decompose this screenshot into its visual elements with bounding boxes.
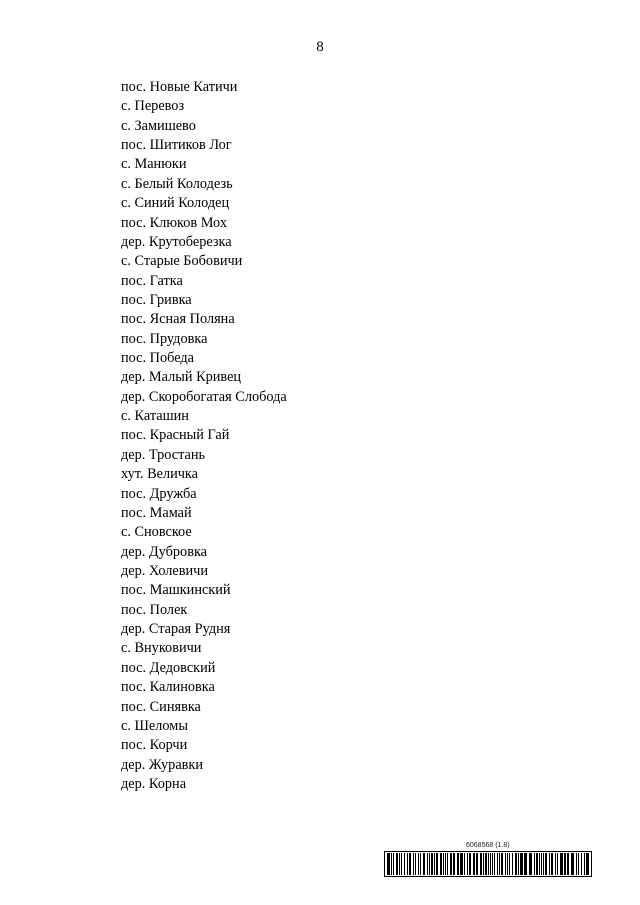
settlement-item: пос. Корчи	[121, 737, 188, 754]
settlement-item: с. Сновское	[121, 524, 192, 541]
settlement-list	[121, 78, 287, 794]
settlement-item: пос. Красный Гай	[121, 427, 230, 444]
settlement-item: дер. Дубровка	[121, 543, 208, 560]
settlement-item: с. Манюки	[121, 156, 187, 173]
settlement-item: пос. Прудовка	[121, 330, 208, 347]
settlement-item: пос. Клюков Мох	[121, 214, 227, 231]
settlement-item: дер. Скоробогатая Слобода	[121, 388, 287, 405]
settlement-item: с. Каташин	[121, 408, 189, 425]
settlement-item: пос. Полек	[121, 601, 188, 618]
settlement-item: пос. Машкинский	[121, 582, 231, 599]
settlement-item: пос. Дружба	[121, 485, 197, 502]
settlement-item: пос. Новые Катичи	[121, 79, 238, 95]
settlement-item: дер. Малый Кривец	[121, 369, 242, 386]
settlement-item: дер. Журавки	[121, 756, 204, 773]
settlement-item: пос. Дедовский	[121, 659, 216, 676]
settlement-item: дер. Тростань	[121, 446, 206, 463]
settlement-item: дер. Корна	[121, 775, 187, 792]
settlement-item: с. Белый Колодезь	[121, 175, 233, 192]
settlement-item: пос. Ясная Поляна	[121, 311, 235, 328]
settlement-item: пос. Мамай	[121, 504, 192, 521]
settlement-item: пос. Шитиков Лог	[121, 137, 232, 154]
settlement-item: дер. Крутоберезка	[121, 233, 232, 250]
settlement-item: пос. Гатка	[121, 272, 183, 289]
settlement-item: пос. Калиновка	[121, 679, 215, 696]
settlement-item: дер. Старая Рудня	[121, 621, 231, 638]
settlement-item: пос. Победа	[121, 350, 194, 367]
settlement-item: с. Старые Бобовичи	[121, 253, 243, 270]
settlement-item: с. Шеломы	[121, 717, 188, 734]
settlement-item: хут. Величка	[121, 466, 199, 483]
barcode-image	[384, 851, 592, 877]
settlement-item: дер. Холевичи	[121, 562, 209, 579]
document-code: 6068568 (1.8)	[466, 842, 510, 849]
settlement-item: с. Синий Колодец	[121, 195, 230, 212]
settlement-item: с. Перевоз	[121, 98, 185, 115]
settlement-item: пос. Гривка	[121, 291, 192, 308]
settlement-item: пос. Синявка	[121, 698, 201, 715]
settlement-item: с. Внуковичи	[121, 640, 202, 657]
settlement-item: с. Замишево	[121, 117, 196, 134]
page-number: 8	[316, 39, 324, 55]
